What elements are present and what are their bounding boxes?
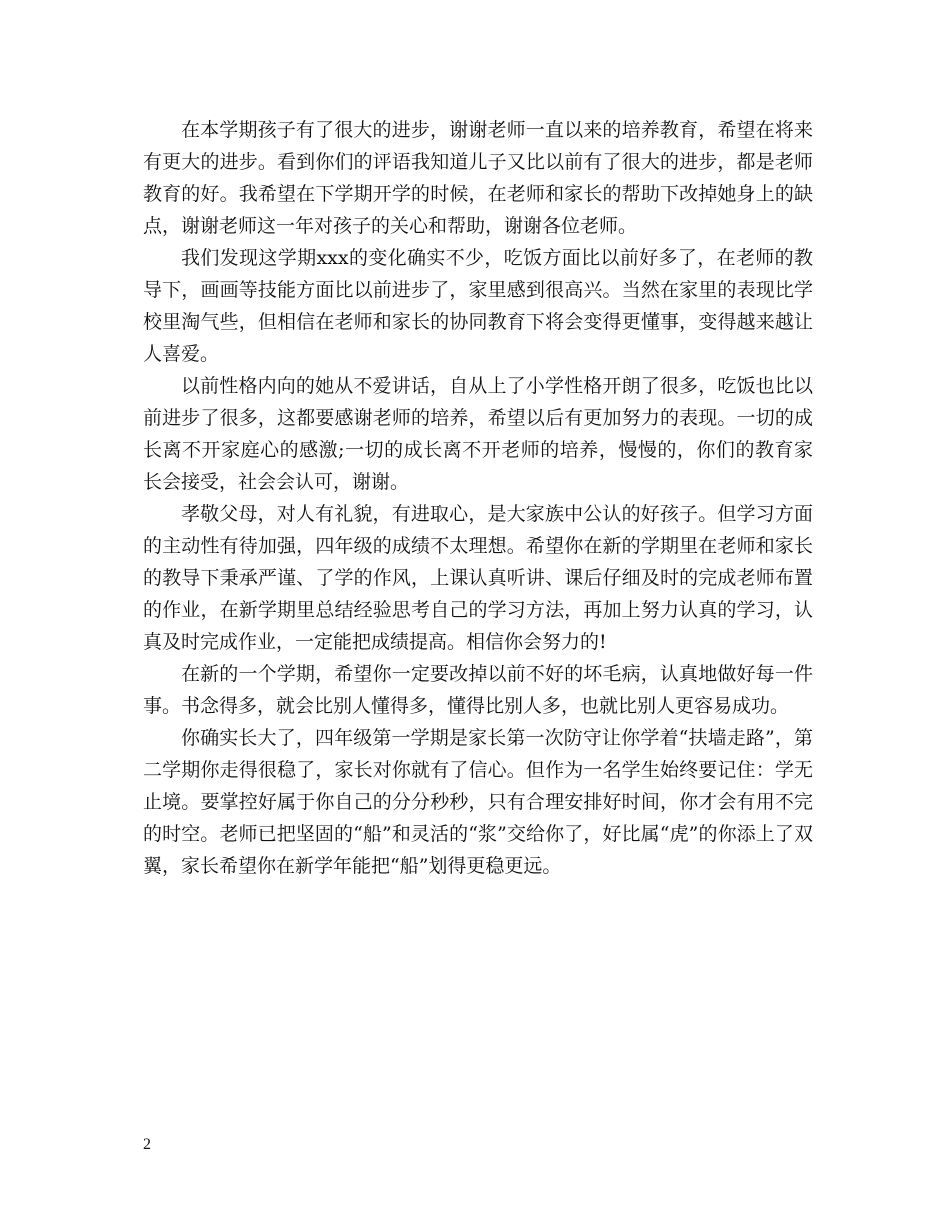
paragraph-2: 我们发现这学期xxx的变化确实不少，吃饭方面比以前好多了，在老师的教导下，画画等技能方面比以前进步了，家里感到很高兴。当然在家里的表现比学校里淘气些，但相信在老师和家长的协同教育下将会变得更懂事，变得越来越让人喜爱。 — [143, 247, 813, 365]
page-number: 2 — [143, 1136, 151, 1153]
document-body — [143, 114, 813, 882]
paragraph-1: 在本学期孩子有了很大的进步，谢谢老师一直以来的培养教育，希望在将来有更大的进步。看到你们的评语我知道儿子又比以前有了很大的进步，都是老师教育的好。我希望在下学期开学的时候，在老师和家长的帮助下改掉她身上的缺点，谢谢老师这一年对孩子的关心和帮助，谢谢各位老师。 — [143, 119, 813, 237]
paragraph-3: 以前性格内向的她从不爱讲话，自从上了小学性格开朗了很多，吃饭也比以前进步了很多，这都要感谢老师的培养，希望以后有更加努力的表现。一切的成长离不开家庭心的感激;一切的成长离不开老师的培养，慢慢的，你们的教育家长会接受，社会会认可，谢谢。 — [143, 375, 813, 493]
paragraph-4: 孝敬父母，对人有礼貌，有进取心，是大家族中公认的好孩子。但学习方面的主动性有待加强，四年级的成绩不太理想。希望你在新的学期里在老师和家长的教导下秉承严谨、了学的作风，上课认真听讲、课后仔细及时的完成老师布置的作业，在新学期里总结经验思考自己的学习方法，再加上努力认真的学习，认真及时完成作业，一定能把成绩提高。相信你会努力的! — [143, 503, 813, 653]
paragraph-5: 在新的一个学期，希望你一定要改掉以前不好的坏毛病，认真地做好每一件事。书念得多，就会比别人懂得多，懂得比别人多，也就比别人更容易成功。 — [143, 663, 813, 717]
paragraph-6: 你确实长大了，四年级第一学期是家长第一次防守让你学着“扶墙走路”，第二学期你走得很稳了，家长对你就有了信心。但作为一名学生始终要记住：学无止境。要掌控好属于你自己的分分秒秒，只有合理安排好时间，你才会有用不完的时空。老师已把坚固的“船”和灵活的“浆”交给你了，好比属“虎”的你添上了双翼，家长希望你在新学年能把“船”划得更稳更远。 — [143, 727, 813, 877]
